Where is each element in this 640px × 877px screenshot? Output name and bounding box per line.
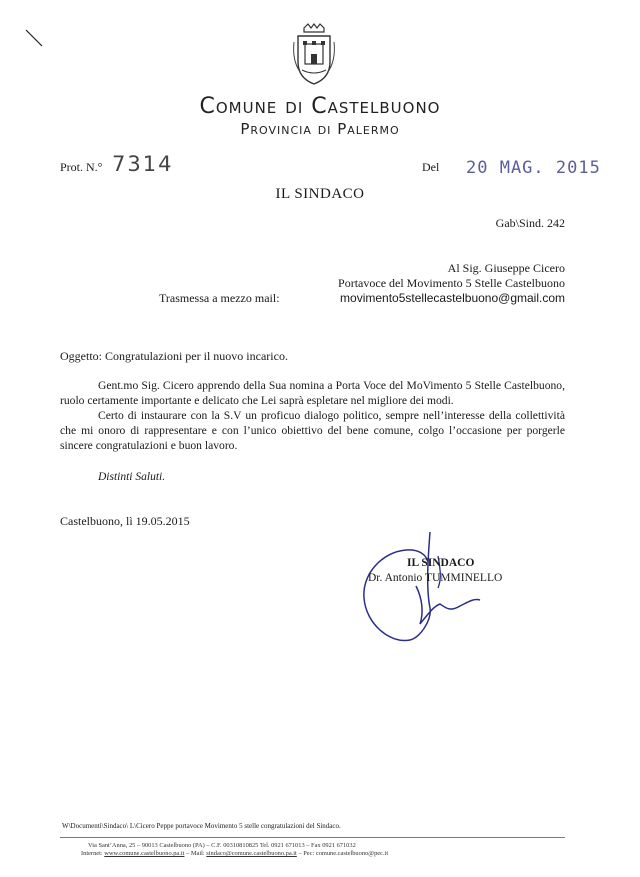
footer-address: Via Sant’Anna, 25 – 90013 Castelbuono (PA) – C.F. 00310810825 Tel. 0921 671013 – Fax 0921 671032 bbox=[88, 842, 356, 849]
scan-mark bbox=[24, 28, 46, 50]
body-paragraph-2: Certo di instaurare con la S.V un proficuo dialogo politico, sempre nell’interesse della collettività che mi onoro di rappresentare e con l’unico obiettivo del bene comune, colgo l’occasione per porgerle sincere congratulazioni e buon lavoro. bbox=[60, 409, 565, 452]
footer-divider bbox=[60, 837, 565, 838]
place-and-date: Castelbuono, lì 19.05.2015 bbox=[60, 514, 190, 528]
recipient-role: Portavoce del Movimento 5 Stelle Castelbuono bbox=[338, 276, 565, 290]
protocol-label: Prot. N.° bbox=[60, 160, 103, 174]
reference-code: Gab\Sind. 242 bbox=[495, 216, 565, 230]
document-file-path: W\Documenti\Sindaco\ L\Cicero Peppe portavoce Movimento 5 stelle congratulazioni del Sindaco. bbox=[62, 822, 341, 830]
website-link[interactable]: www.comune.castelbuono.pa.it bbox=[104, 850, 185, 857]
body-paragraph-1: Gent.mo Sig. Cicero apprendo della Sua nomina a Porta Voce del MoVimento 5 Stelle Castelbuono, ruolo certamente importante e delicato che Lei saprà espletare nel migliore dei modi. bbox=[60, 379, 565, 407]
internet-label: Internet: bbox=[81, 850, 103, 857]
pec-label: – Pec: bbox=[298, 850, 315, 857]
date-label: Del bbox=[422, 160, 440, 174]
province-name: Provincia di Palermo bbox=[240, 120, 400, 138]
signatory-name: Dr. Antonio TUMMINELLO bbox=[368, 572, 503, 584]
letter-heading: IL SINDACO bbox=[275, 186, 365, 202]
mail-label: – Mail: bbox=[186, 850, 205, 857]
municipality-name: Comune di Castelbuono bbox=[199, 94, 441, 119]
closing-salutation: Distinti Saluti. bbox=[98, 471, 166, 483]
transmission-note: Trasmessa a mezzo mail: bbox=[159, 291, 280, 305]
pec-address[interactable]: comune.castelbuono@pec.it bbox=[315, 850, 389, 857]
castle-crest-icon bbox=[290, 22, 338, 88]
email-link[interactable]: sindaco@comune.castelbuono.pa.it bbox=[206, 850, 297, 857]
date-stamp: 20 MAG. 2015 bbox=[466, 158, 601, 178]
signatory-title: IL SINDACO bbox=[407, 557, 475, 569]
handwritten-signature bbox=[360, 528, 490, 646]
subject-line: Oggetto: Congratulazioni per il nuovo incarico. bbox=[60, 349, 288, 363]
footer-contacts bbox=[81, 850, 388, 857]
protocol-number: 7314 bbox=[112, 152, 174, 176]
recipient-name: Al Sig. Giuseppe Cicero bbox=[447, 261, 565, 275]
recipient-email: movimento5stellecastelbuono@gmail.com bbox=[340, 291, 565, 305]
